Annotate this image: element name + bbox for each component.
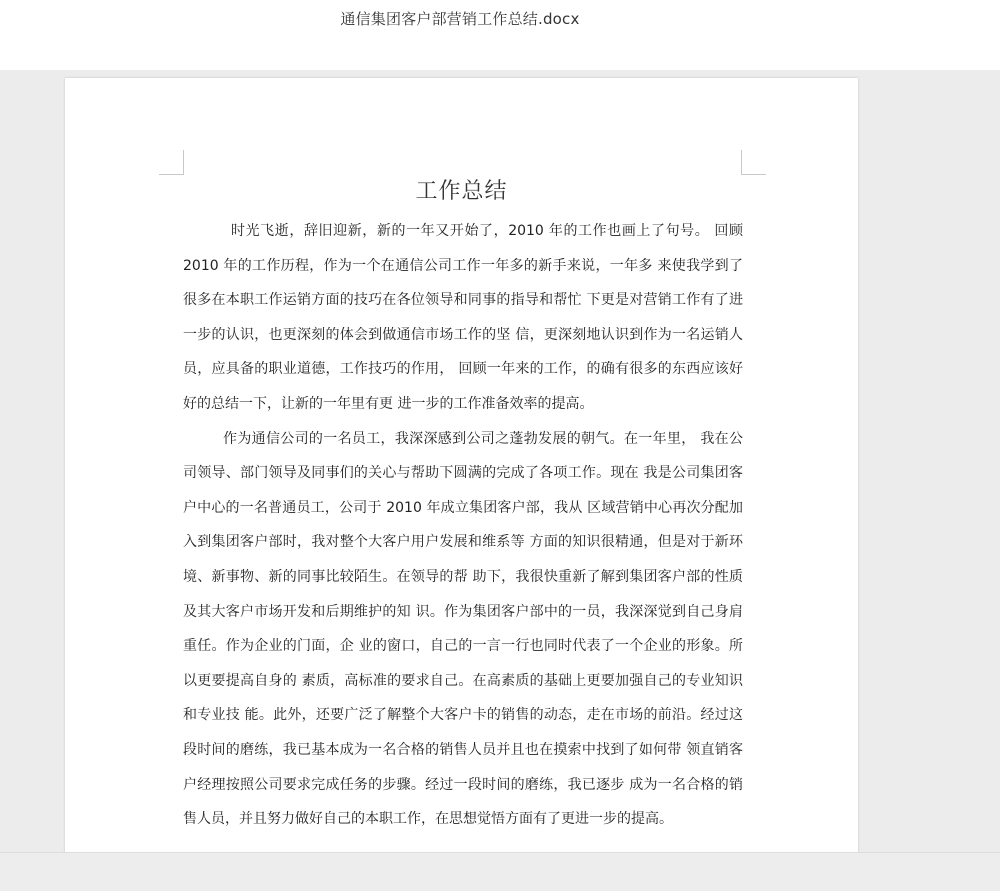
title-bar — [0, 0, 1000, 70]
bottom-bar — [0, 852, 1000, 891]
margin-corner-top-left — [159, 150, 184, 175]
document-heading: 工作总结 — [415, 179, 508, 204]
document-viewer[interactable] — [0, 70, 1000, 852]
margin-corner-top-right — [741, 150, 766, 175]
document-title: 通信集团客户部营销工作总结.docx — [340, 10, 580, 28]
paragraph: 时光飞逝，辞旧迎新，新的一年又开始了，2010 年的工作也画上了句号。 回顾 2010 年的工作历程，作为一个在通信公司工作一年多的新手来说，一年多 来使我学到了很多在本职工作运销方面的技巧在各位领导和同事的指导和帮忙 下更是对营销工作有了进一步的认识，也更深刻的体会到做通信市场工作的坚 信，更深刻地认识到作为一名运销人员，应具备的职业道德，工作技巧的作用， 回顾一年来的工作，的确有很多的东西应该好好的总结一下，让新的一年里有更 进一步的工作准备效率的提高。 — [183, 223, 743, 412]
document-body — [183, 214, 743, 837]
document-page — [65, 78, 858, 852]
paragraph: 作为通信公司的一名员工，我深深感到公司之蓬勃发展的朝气。在一年里， 我在公司领导、部门领导及同事们的关心与帮助下圆满的完成了各项工作。现在 我是公司集团客户中心的一名普通员工，公司于 2010 年成立集团客户部，我从 区域营销中心再次分配加入到集团客户部时，我对整个大客户用户发展和维系等 方面的知识很精通，但是对于新环境、新事物、新的同事比较陌生。在领导的帮 助下，我很快重新了解到集团客户部的性质及其大客户市场开发和后期维护的知 识。作为集团客户部中的一员，我深深觉到自己身肩重任。作为企业的门面，企 业的窗口，自己的一言一行也同时代表了一个企业的形象。所以更要提高自身的 素质，高标准的要求自己。在高素质的基础上更要加强自己的专业知识和专业技 能。此外，还要广泛了解整个大客户卡的销售的动态，走在市场的前沿。经过这 段时间的磨练，我已基本成为一名合格的销售人员并且也在摸索中找到了如何带 领直销客户经理按照公司要求完成任务的步骤。经过一段时间的磨练，我已逐步 成为一名合格的销售人员，并且努力做好自己的本职工作，在思想觉悟方面有了更进一步的提高。 — [183, 430, 743, 828]
